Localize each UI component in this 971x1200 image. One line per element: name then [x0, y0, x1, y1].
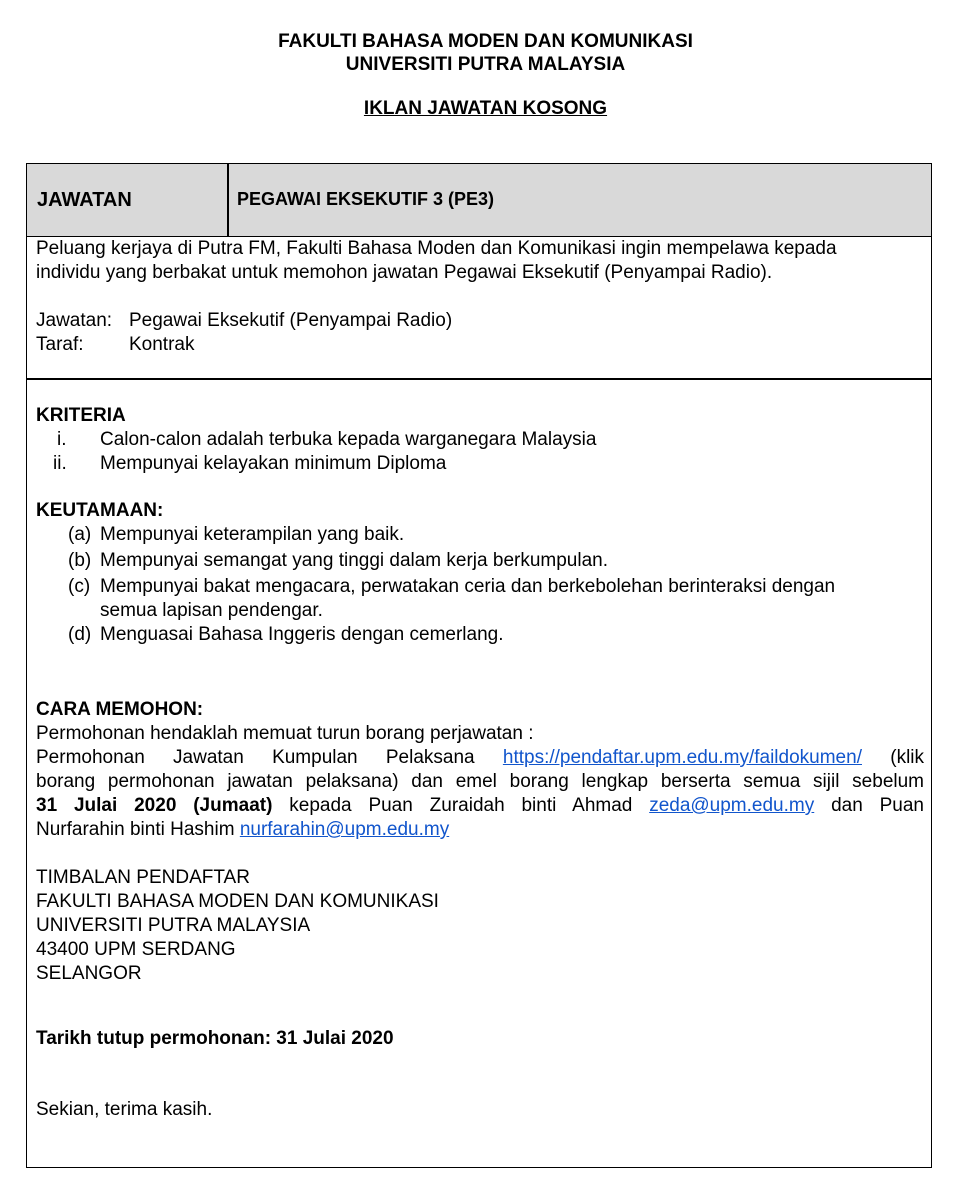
priority-item-num: (d) [68, 624, 92, 645]
priority-item-num: (c) [68, 576, 91, 597]
apply-line-2-suffix: (klik [890, 747, 925, 768]
criteria-item-text: Mempunyai kelayakan minimum Diploma [100, 453, 447, 474]
priority-item-text: Menguasai Bahasa Inggeris dengan cemerlang. [100, 624, 504, 645]
email-link-zeda[interactable]: zeda@upm.edu.my [649, 795, 815, 816]
priority-item-text: Mempunyai bakat mengacara, perwatakan ceria dan berkebolehan berinteraksi dengan [100, 576, 836, 597]
apply-line-3: borang permohonan jawatan pelaksana) dan emel borang lengkap berserta semua sijil sebelum [36, 771, 924, 792]
email-link-nurfarahin[interactable]: nurfarahin@upm.edu.my [239, 819, 450, 840]
taraf-field-value: Kontrak [129, 334, 195, 355]
apply-line-1: Permohonan hendaklah memuat turun borang perjawatan : [36, 723, 534, 744]
criteria-item-num: i. [57, 429, 67, 450]
criteria-item-num: ii. [53, 453, 67, 474]
priority-item-num: (a) [68, 524, 92, 545]
taraf-field-label: Taraf: [36, 334, 84, 355]
address-line: SELANGOR [36, 963, 142, 984]
position-value: PEGAWAI EKSEKUTIF 3 (PE3) [237, 189, 495, 209]
priority-item-text-cont: semua lapisan pendengar. [100, 600, 323, 621]
apply-line-4-end: dan Puan [831, 795, 924, 816]
column-divider [227, 164, 229, 236]
position-row [27, 164, 931, 237]
position-label: JAWATAN [37, 189, 132, 211]
apply-line-2 [36, 746, 924, 770]
ad-title-text: IKLAN JAWATAN KOSONG [363, 98, 608, 119]
intro-line-1: Peluang kerjaya di Putra FM, Fakulti Bahasa Moden dan Komunikasi ingin mempelawa kepada [36, 238, 837, 259]
ad-title [0, 97, 971, 120]
apply-line-5-prefix: Nurfarahin binti Hashim [36, 819, 235, 840]
address-line: 43400 UPM SERDANG [36, 939, 236, 960]
university-heading: UNIVERSITI PUTRA MALAYSIA [345, 54, 626, 75]
form-download-link[interactable]: https://pendaftar.upm.edu.my/faildokumen/ [502, 747, 862, 768]
criteria-heading: KRITERIA [36, 405, 126, 426]
apply-line-4-mid: kepada Puan Zuraidah binti Ahmad [289, 795, 633, 816]
closing-thanks: Sekian, terima kasih. [36, 1099, 213, 1120]
address-line: FAKULTI BAHASA MODEN DAN KOMUNIKASI [36, 891, 439, 912]
deadline-bold: 31 Julai 2020 (Jumaat) [36, 795, 273, 816]
address-line: TIMBALAN PENDAFTAR [36, 867, 250, 888]
apply-line-5 [36, 818, 449, 842]
job-ad-table [26, 163, 932, 1168]
priority-heading: KEUTAMAAN: [36, 500, 164, 521]
apply-heading: CARA MEMOHON: [36, 699, 204, 720]
priority-item-num: (b) [68, 550, 92, 571]
jawatan-field-label: Jawatan: [36, 310, 113, 331]
closing-date: Tarikh tutup permohonan: 31 Julai 2020 [36, 1028, 394, 1049]
jawatan-field-value: Pegawai Eksekutif (Penyampai Radio) [129, 310, 453, 331]
address-line: UNIVERSITI PUTRA MALAYSIA [36, 915, 311, 936]
priority-item-text: Mempunyai keterampilan yang baik. [100, 524, 405, 545]
apply-line-4 [36, 794, 924, 818]
priority-item-text: Mempunyai semangat yang tinggi dalam kerja berkumpulan. [100, 550, 608, 571]
criteria-item-text: Calon-calon adalah terbuka kepada warganegara Malaysia [100, 429, 597, 450]
intro-line-2: individu yang berbakat untuk memohon jawatan Pegawai Eksekutif (Penyampai Radio). [36, 262, 773, 283]
apply-line-2-prefix: Permohonan Jawatan Kumpulan Pelaksana [36, 747, 475, 768]
row-divider [27, 378, 931, 380]
faculty-heading: FAKULTI BAHASA MODEN DAN KOMUNIKASI [278, 31, 693, 52]
